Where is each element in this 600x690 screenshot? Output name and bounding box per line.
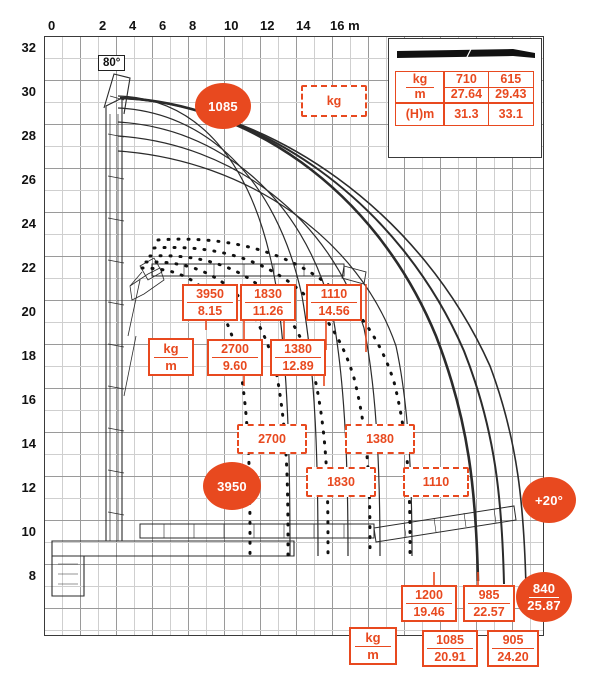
callout-1085-kg: 1085 bbox=[427, 633, 473, 649]
y-tick-16: 16 bbox=[21, 392, 36, 407]
angle-label-upper: 80° bbox=[98, 55, 125, 71]
y-tick-26: 26 bbox=[21, 172, 36, 187]
y-tick-14: 14 bbox=[21, 436, 36, 451]
x-tick-0: 0 bbox=[48, 18, 56, 33]
circle-840-m: 25.87 bbox=[527, 597, 561, 613]
capacity-table bbox=[388, 38, 542, 158]
callout-905 bbox=[487, 630, 539, 667]
x-tick-16: 16 m bbox=[330, 18, 360, 33]
callout-985 bbox=[463, 585, 515, 622]
y-tick-32: 32 bbox=[21, 40, 36, 55]
table-col1-m: 27.64 bbox=[450, 86, 483, 101]
table-label-height: (H)m bbox=[395, 102, 445, 126]
callout-1085-m: 20.91 bbox=[434, 650, 466, 664]
callout-1200-m: 19.46 bbox=[413, 605, 445, 619]
circle-plus20: +20° bbox=[522, 477, 576, 523]
legend-kg-label-upper: kg bbox=[154, 342, 188, 358]
callout-1830-kg: 1830 bbox=[245, 287, 291, 303]
legend-m-label-upper: m bbox=[165, 357, 177, 373]
callout-985-kg: 985 bbox=[468, 588, 510, 604]
callout-1380-m: 12.89 bbox=[282, 359, 314, 373]
callout-3950 bbox=[182, 284, 238, 321]
callout-1110-kg: 1110 bbox=[311, 287, 357, 303]
table-col2-m: 29.43 bbox=[495, 86, 527, 101]
table-label-kg-m bbox=[395, 71, 445, 104]
legend-kg-label-lower: kg bbox=[355, 631, 391, 647]
callout-3950-kg: 3950 bbox=[187, 287, 233, 303]
y-tick-30: 30 bbox=[21, 84, 36, 99]
y-tick-10: 10 bbox=[21, 524, 36, 539]
callout-2700 bbox=[207, 339, 263, 376]
callout-1110 bbox=[306, 284, 362, 321]
table-col2-kg: 615 bbox=[489, 73, 533, 88]
y-tick-18: 18 bbox=[21, 348, 36, 363]
circle-840-kg: 840 bbox=[529, 582, 559, 598]
y-tick-28: 28 bbox=[21, 128, 36, 143]
y-tick-8: 8 bbox=[28, 568, 36, 583]
callout-1830 bbox=[240, 284, 296, 321]
table-col1-kg: 710 bbox=[444, 73, 488, 88]
callout-2700-kg: 2700 bbox=[212, 342, 258, 358]
dashed-tag-1830: 1830 bbox=[306, 467, 376, 497]
table-row-capacity bbox=[395, 71, 537, 104]
circle-3950: 3950 bbox=[203, 462, 261, 510]
callout-1200-kg: 1200 bbox=[406, 588, 452, 604]
capacity-table-grid bbox=[395, 71, 537, 126]
dashed-tag-1380: 1380 bbox=[345, 424, 415, 454]
callout-3950-m: 8.15 bbox=[197, 304, 223, 318]
callout-1200 bbox=[401, 585, 457, 622]
x-tick-12: 12 bbox=[260, 18, 275, 33]
table-col1-height: 31.3 bbox=[443, 102, 489, 126]
callout-1380-kg: 1380 bbox=[275, 342, 321, 358]
y-tick-12: 12 bbox=[21, 480, 36, 495]
callout-1110-m: 14.56 bbox=[318, 304, 350, 318]
y-tick-22: 22 bbox=[21, 260, 36, 275]
y-tick-24: 24 bbox=[21, 216, 36, 231]
dashed-tag-1110: 1110 bbox=[403, 467, 469, 497]
x-tick-2: 2 bbox=[99, 18, 107, 33]
callout-1830-m: 11.26 bbox=[252, 304, 284, 318]
callout-2700-m: 9.60 bbox=[222, 359, 248, 373]
y-tick-20: 20 bbox=[21, 304, 36, 319]
callout-905-m: 24.20 bbox=[497, 650, 529, 664]
boom-silhouette-icon bbox=[395, 47, 537, 67]
callout-905-kg: 905 bbox=[492, 633, 534, 649]
table-row-height bbox=[395, 102, 537, 126]
table-cell-col2 bbox=[488, 71, 534, 104]
callout-1380 bbox=[270, 339, 326, 376]
x-tick-8: 8 bbox=[189, 18, 197, 33]
callout-1085 bbox=[422, 630, 478, 667]
table-col2-height: 33.1 bbox=[488, 102, 534, 126]
x-tick-6: 6 bbox=[159, 18, 167, 33]
legend-m-label-lower: m bbox=[367, 646, 379, 662]
circle-1085: 1085 bbox=[195, 83, 251, 129]
table-label-kg: kg bbox=[406, 73, 435, 88]
x-tick-10: 10 bbox=[224, 18, 239, 33]
table-label-m: m bbox=[414, 87, 426, 102]
table-cell-col1 bbox=[443, 71, 489, 104]
x-tick-14: 14 bbox=[296, 18, 311, 33]
callout-985-m: 22.57 bbox=[473, 605, 505, 619]
dashed-tag-kg: kg bbox=[301, 85, 367, 117]
x-tick-4: 4 bbox=[129, 18, 137, 33]
dashed-tag-2700: 2700 bbox=[237, 424, 307, 454]
